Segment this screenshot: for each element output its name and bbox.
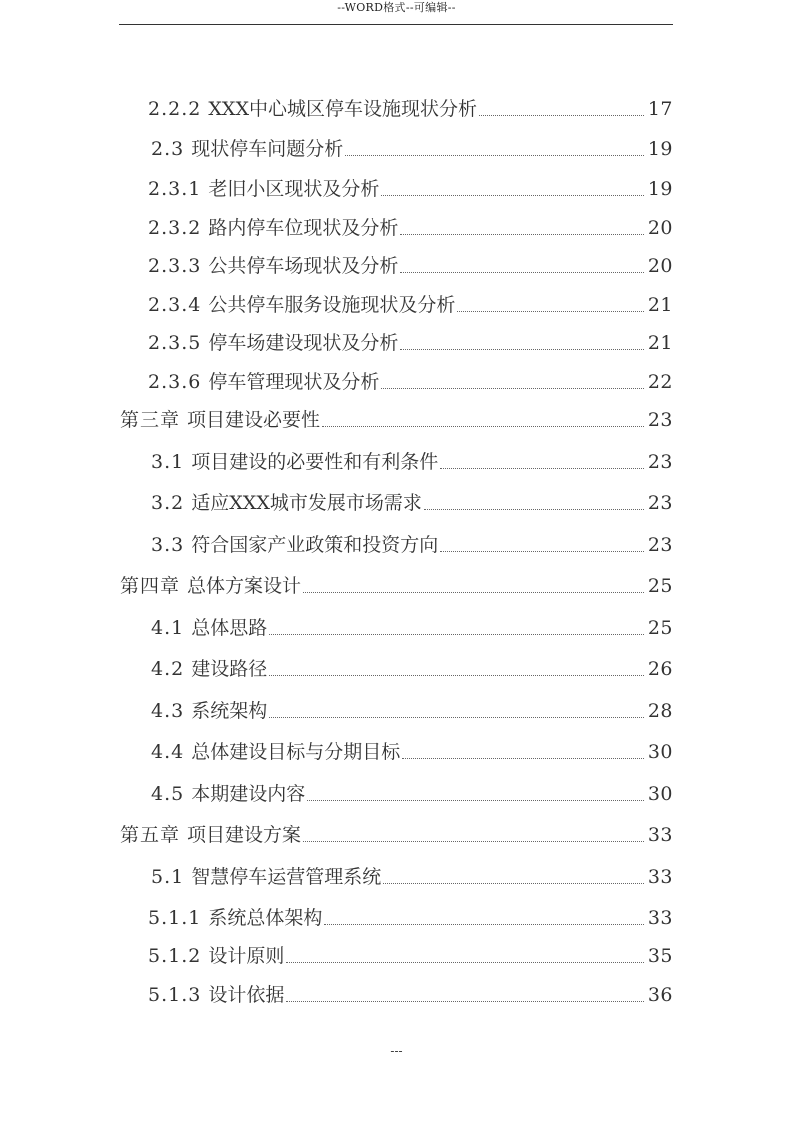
toc-page-number: 22 — [647, 371, 673, 393]
toc-title: 停车场建设现状及分析 — [208, 332, 399, 354]
toc-page-number: 21 — [647, 294, 673, 316]
dot-leader — [400, 272, 643, 273]
dot-leader — [307, 800, 644, 801]
toc-page-number: 30 — [647, 783, 673, 805]
toc-title: 建设路径 — [191, 658, 268, 680]
toc-title: 公共停车场现状及分析 — [208, 255, 399, 277]
dot-leader — [457, 311, 643, 312]
toc-page-number: 33 — [647, 824, 673, 846]
toc-page-number: 23 — [647, 451, 673, 473]
toc-entry-chapter-3[interactable] — [120, 407, 673, 433]
dot-leader — [269, 675, 644, 676]
toc-entry-chapter-4[interactable] — [120, 573, 673, 599]
toc-title: 路内停车位现状及分析 — [208, 217, 399, 239]
toc-title: 智慧停车运营管理系统 — [191, 866, 382, 888]
toc-page-number: 19 — [647, 178, 673, 200]
toc-number: 4.2 — [151, 658, 192, 680]
toc-number: 2.3.6 — [148, 371, 209, 393]
toc-page-number: 23 — [647, 409, 673, 431]
toc-title: 系统架构 — [191, 700, 268, 722]
toc-entry-4-2[interactable] — [151, 656, 673, 682]
toc-entry-4-4[interactable] — [151, 739, 673, 765]
page-header: --WORD格式--可编辑-- — [337, 1, 456, 14]
toc-title: 适应XXX城市发展市场需求 — [191, 492, 422, 514]
toc-page-number: 28 — [647, 700, 673, 722]
dot-leader — [400, 349, 643, 350]
toc-title: 现状停车问题分析 — [191, 138, 344, 160]
toc-entry-5-1-2[interactable] — [148, 943, 673, 969]
toc-title: XXX中心城区停车设施现状分析 — [208, 98, 477, 120]
toc-number: 2.2.2 — [148, 98, 209, 120]
toc-entry-2-3-1[interactable] — [148, 176, 673, 202]
toc-number: 4.5 — [151, 783, 192, 805]
toc-page-number: 26 — [647, 658, 673, 680]
dot-leader — [479, 115, 644, 116]
toc-entry-2-3-3[interactable] — [148, 253, 673, 279]
toc-number: 3.1 — [151, 451, 192, 473]
toc-number: 2.3.4 — [148, 294, 209, 316]
toc-page-number: 23 — [647, 492, 673, 514]
toc-entry-2-3-5[interactable] — [148, 330, 673, 356]
toc-title: 项目建设方案 — [187, 824, 302, 846]
toc-title: 符合国家产业政策和投资方向 — [191, 534, 439, 556]
dot-leader — [345, 155, 644, 156]
toc-number: 3.3 — [151, 534, 192, 556]
toc-title: 本期建设内容 — [191, 783, 306, 805]
toc-title: 项目建设的必要性和有利条件 — [191, 451, 439, 473]
dot-leader — [269, 717, 644, 718]
toc-number: 第四章 — [120, 575, 188, 597]
toc-entry-5-1[interactable] — [151, 864, 673, 890]
toc-title: 设计依据 — [208, 984, 285, 1006]
toc-title: 系统总体架构 — [208, 907, 323, 929]
dot-leader — [381, 195, 643, 196]
dot-leader — [324, 924, 643, 925]
toc-number: 5.1.3 — [148, 984, 209, 1006]
toc-title: 项目建设必要性 — [187, 409, 321, 431]
toc-page-number: 21 — [647, 332, 673, 354]
dot-leader — [303, 841, 644, 842]
toc-number: 2.3.3 — [148, 255, 209, 277]
toc-page-number: 36 — [647, 984, 673, 1006]
toc-entry-2-2-2[interactable] — [148, 96, 673, 122]
toc-number: 4.1 — [151, 617, 192, 639]
toc-page-number: 35 — [647, 945, 673, 967]
toc-number: 4.3 — [151, 700, 192, 722]
toc-page-number: 20 — [647, 255, 673, 277]
header-divider — [119, 24, 673, 25]
dot-leader — [383, 883, 644, 884]
toc-entry-2-3-4[interactable] — [148, 292, 673, 318]
dot-leader — [424, 509, 644, 510]
toc-number: 2.3.1 — [148, 178, 209, 200]
toc-page-number: 23 — [647, 534, 673, 556]
toc-entry-2-3-6[interactable] — [148, 369, 673, 395]
dot-leader — [286, 962, 643, 963]
toc-entry-3-3[interactable] — [151, 532, 673, 558]
toc-entry-chapter-5[interactable] — [120, 822, 673, 848]
toc-number: 3.2 — [151, 492, 192, 514]
toc-number: 第三章 — [120, 409, 188, 431]
toc-number: 5.1 — [151, 866, 192, 888]
toc-page-number: 25 — [647, 617, 673, 639]
toc-number: 2.3 — [151, 138, 192, 160]
dot-leader — [440, 551, 644, 552]
toc-title: 总体方案设计 — [187, 575, 302, 597]
toc-number: 5.1.2 — [148, 945, 209, 967]
toc-title: 总体建设目标与分期目标 — [191, 741, 401, 763]
toc-number: 2.3.2 — [148, 217, 209, 239]
dot-leader — [303, 592, 644, 593]
toc-page-number: 25 — [647, 575, 673, 597]
dot-leader — [381, 388, 643, 389]
dot-leader — [322, 426, 644, 427]
toc-entry-2-3[interactable] — [151, 136, 673, 162]
toc-number: 4.4 — [151, 741, 192, 763]
toc-title: 总体思路 — [191, 617, 268, 639]
toc-page-number: 33 — [647, 907, 673, 929]
toc-entry-2-3-2[interactable] — [148, 215, 673, 241]
dot-leader — [269, 634, 644, 635]
dot-leader — [400, 234, 643, 235]
toc-entry-3-2[interactable] — [151, 490, 673, 516]
toc-page-number: 19 — [647, 138, 673, 160]
page-footer: --- — [390, 1044, 403, 1058]
toc-entry-4-5[interactable] — [151, 781, 673, 807]
toc-title: 停车管理现状及分析 — [208, 371, 380, 393]
toc-number: 2.3.5 — [148, 332, 209, 354]
toc-page-number: 30 — [647, 741, 673, 763]
toc-number: 5.1.1 — [148, 907, 209, 929]
toc-page-number: 17 — [647, 98, 673, 120]
toc-page-number: 33 — [647, 866, 673, 888]
dot-leader — [286, 1001, 643, 1002]
toc-page-number: 20 — [647, 217, 673, 239]
dot-leader — [440, 468, 644, 469]
dot-leader — [402, 758, 644, 759]
toc-entry-4-1[interactable] — [151, 615, 673, 641]
toc-title: 老旧小区现状及分析 — [208, 178, 380, 200]
toc-title: 公共停车服务设施现状及分析 — [208, 294, 456, 316]
toc-entry-3-1[interactable] — [151, 449, 673, 475]
toc-entry-4-3[interactable] — [151, 698, 673, 724]
toc-number: 第五章 — [120, 824, 188, 846]
toc-entry-5-1-3[interactable] — [148, 982, 673, 1008]
toc-entry-5-1-1[interactable] — [148, 905, 673, 931]
toc-title: 设计原则 — [208, 945, 285, 967]
